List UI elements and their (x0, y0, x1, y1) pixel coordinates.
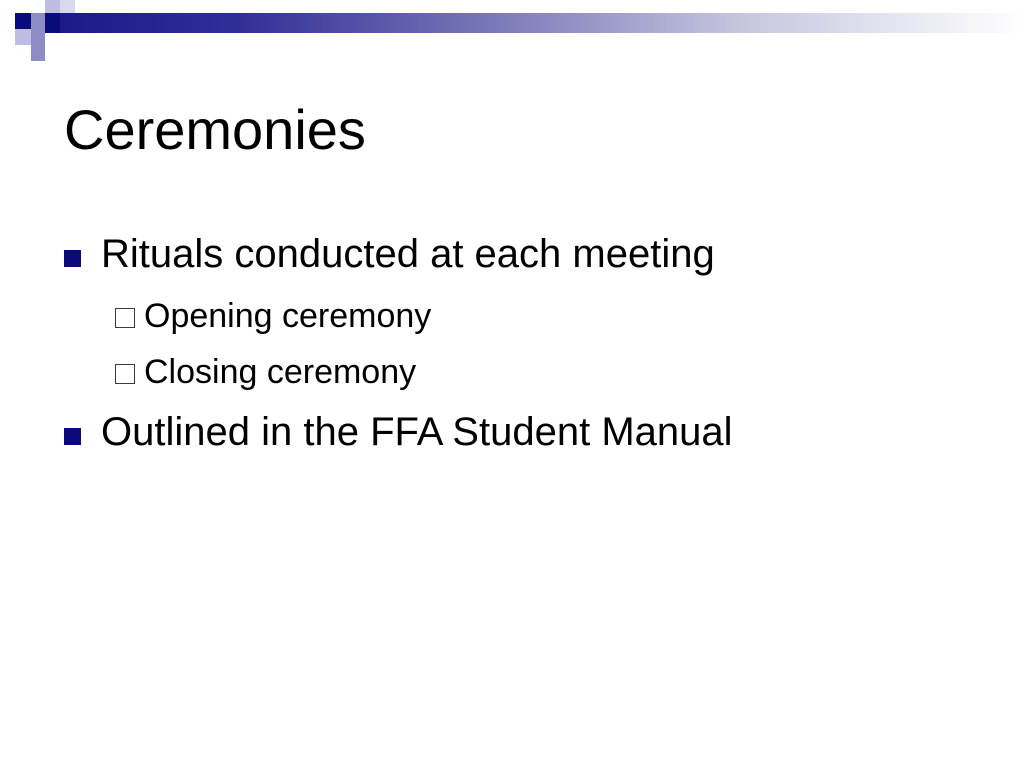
hollow-square-bullet-icon (115, 364, 135, 384)
header-square-decoration (45, 0, 60, 13)
header-gradient-bar (60, 13, 1024, 33)
hollow-square-bullet-icon (115, 308, 135, 328)
header-square-decoration (60, 0, 75, 13)
filled-square-bullet-icon (64, 428, 81, 445)
sub-bullet-text: Closing ceremony (144, 353, 417, 391)
bullet-text: Rituals conducted at each meeting (101, 232, 715, 276)
filled-square-bullet-icon (64, 250, 81, 267)
header-square-decoration (31, 13, 45, 29)
bullet-list (64, 228, 984, 458)
header-square-decoration (15, 29, 31, 45)
header-square-decoration (45, 13, 60, 33)
sub-bullet-item (64, 288, 984, 344)
header-square-decoration (31, 45, 45, 61)
header-square-decoration (31, 29, 45, 45)
bullet-text: Outlined in the FFA Student Manual (101, 410, 733, 454)
bullet-item (64, 228, 984, 280)
sub-bullet-item (64, 344, 984, 400)
bullet-item (64, 406, 984, 458)
slide-title: Ceremonies (64, 98, 366, 161)
sub-bullet-text: Opening ceremony (144, 297, 432, 335)
header-square-decoration (15, 13, 31, 29)
